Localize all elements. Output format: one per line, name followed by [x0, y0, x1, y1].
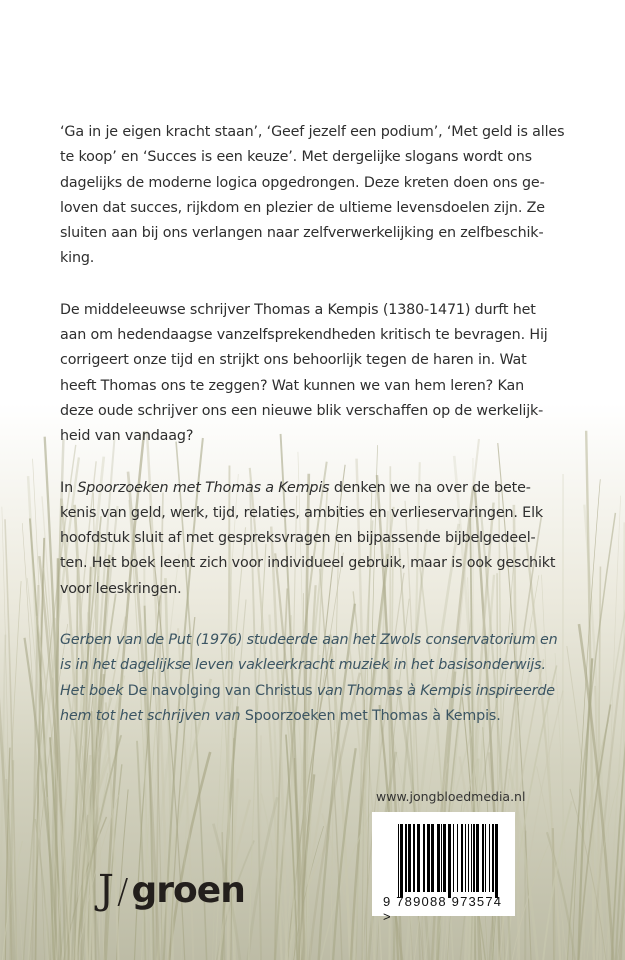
- logo-slash: /: [117, 872, 129, 912]
- text-segment: deze oude schrijver ons een nieuwe blik verschaffen op de werkelijk-: [60, 402, 544, 419]
- text-segment: hoofdstuk sluit af met gespreksvragen en bijpassende bijbelgedeel-: [60, 530, 536, 547]
- text-line: [60, 145, 580, 170]
- publisher-website: www.jongbloedmedia.nl: [376, 789, 526, 804]
- text-line: [60, 526, 580, 551]
- logo-name: groen: [131, 870, 245, 911]
- italic-text: hem tot het schrijven van: [60, 707, 245, 724]
- text-segment: te koop’ en ‘Succes is een keuze’. Met dergelijke slogans wordt ons: [60, 149, 532, 166]
- text-line: [60, 348, 580, 373]
- text-line: [60, 298, 580, 323]
- text-line: [60, 196, 580, 221]
- text-segment: aan om hedendaagse vanzelfsprekendheden kritisch te bevragen. Hij: [60, 327, 548, 344]
- text-segment: ten. Het boek leent zich voor individueel gebruik, maar is ook geschikt: [60, 555, 556, 572]
- isbn-number: 9 789088 973574 >: [383, 894, 503, 924]
- barcode-bar: [473, 824, 475, 892]
- back-cover-text: [60, 120, 580, 755]
- barcode-bar: [431, 824, 434, 892]
- text-segment: king.: [60, 250, 95, 267]
- barcode-bar: [495, 824, 498, 898]
- text-line: [60, 628, 580, 653]
- text-segment: In: [60, 479, 78, 496]
- barcode-bar: [398, 824, 399, 898]
- paragraph: [60, 298, 580, 450]
- text-segment: De navolging van Christus: [127, 682, 313, 699]
- barcode-bar: [427, 824, 430, 892]
- text-segment: ‘Ga in je eigen kracht staan’, ‘Geef jezelf een podium’, ‘Met geld is alles: [60, 124, 565, 140]
- text-line: [60, 323, 580, 348]
- text-line: [60, 221, 580, 246]
- italic-text: Gerben van de Put (1976) studeerde aan het Zwols conservatorium en: [60, 632, 558, 649]
- publisher-logo: [98, 867, 245, 913]
- paragraph: [60, 476, 580, 602]
- text-segment: sluiten aan bij ons verlangen naar zelfverwerkelijking en zelfbeschik-: [60, 225, 544, 242]
- barcode-bar: [400, 824, 403, 898]
- barcode-bar: [482, 824, 484, 892]
- text-line: [60, 374, 580, 399]
- text-segment: heeft Thomas ons te zeggen? Wat kunnen we van hem leren? Kan: [60, 377, 525, 394]
- text-line: [60, 424, 580, 449]
- text-segment: corrigeert onze tijd en strijkt ons behoorlijk tegen de haren in. Wat: [60, 352, 527, 369]
- paragraph: [60, 120, 580, 272]
- text-line: [60, 246, 580, 271]
- logo-mark: J: [98, 867, 115, 913]
- barcode-bar: [485, 824, 486, 892]
- italic-text: Het boek: [60, 682, 128, 699]
- barcode-bar: [453, 824, 454, 892]
- barcode-bar: [408, 824, 411, 892]
- barcode-bar: [405, 824, 407, 892]
- italic-text: van Thomas à Kempis inspireerde: [312, 682, 555, 699]
- barcode-bar: [461, 824, 463, 892]
- text-line: [60, 653, 580, 678]
- text-line: [60, 501, 580, 526]
- barcode-bar: [417, 824, 420, 892]
- text-segment: Spoorzoeken met Thomas à Kempis.: [244, 707, 501, 724]
- text-line: [60, 577, 580, 602]
- text-line: [60, 551, 580, 576]
- text-segment: loven dat succes, rijkdom en plezier de ultieme levensdoelen zijn. Ze: [60, 199, 545, 216]
- text-line: [60, 120, 580, 145]
- barcode-bar: [457, 824, 458, 892]
- text-segment: voor leeskringen.: [60, 580, 182, 597]
- barcode-bar: [423, 824, 425, 892]
- text-line: [60, 679, 580, 704]
- text-segment: dagelijks de moderne logica opgedrongen. Deze kreten doen ons ge-: [60, 174, 545, 191]
- author-bio: [60, 628, 580, 729]
- text-line: [60, 476, 580, 501]
- text-segment: denken we na over de bete-: [329, 479, 531, 496]
- text-line: [60, 399, 580, 424]
- barcode-bar: [443, 824, 446, 892]
- barcode-bar: [448, 824, 451, 898]
- barcode-bar: [468, 824, 469, 892]
- isbn-barcode: [372, 812, 515, 924]
- text-line: [60, 704, 580, 729]
- italic-text: is in het dagelijkse leven vakleerkracht muziek in het basisonderwijs.: [60, 657, 546, 674]
- barcode-bar: [471, 824, 472, 892]
- barcode-bar: [413, 824, 415, 892]
- barcode-bar: [492, 824, 494, 892]
- text-segment: kenis van geld, werk, tijd, relaties, ambities en verlieservaringen. Elk: [60, 504, 544, 521]
- barcode-bar: [465, 824, 466, 892]
- barcode-bar: [437, 824, 440, 892]
- barcode-bar: [489, 824, 490, 892]
- barcode-bar: [476, 824, 479, 892]
- text-segment: De middeleeuwse schrijver Thomas a Kempis (1380-1471) durft het: [60, 301, 536, 318]
- text-line: [60, 171, 580, 196]
- barcode-bar: [441, 824, 442, 892]
- text-segment: heid van vandaag?: [60, 428, 194, 445]
- italic-text: Spoorzoeken met Thomas a Kempis: [77, 479, 330, 496]
